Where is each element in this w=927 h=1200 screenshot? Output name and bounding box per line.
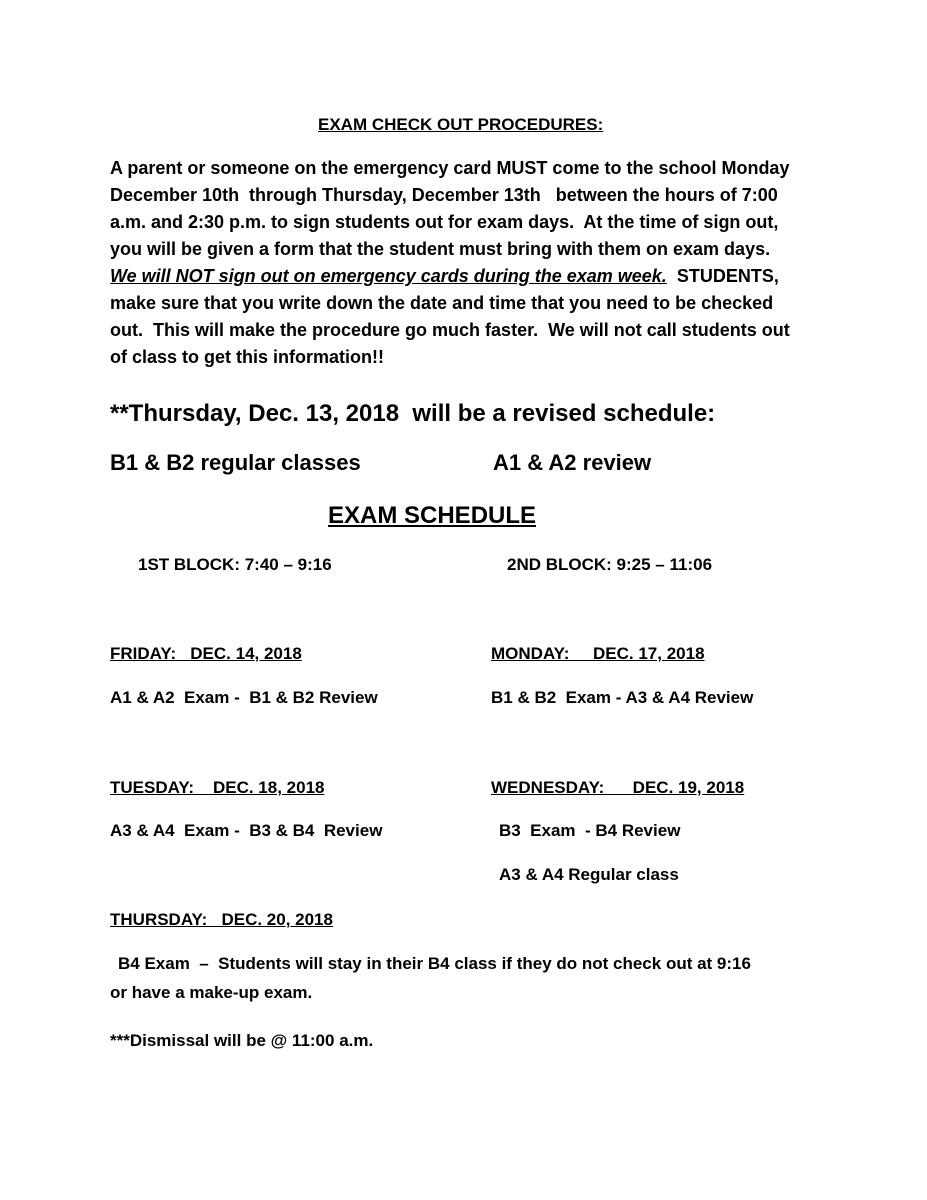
procedures-line-notice (110, 267, 779, 285)
tuesday-date: TUESDAY: DEC. 18, 2018 (110, 778, 325, 797)
procedures-line: a.m. and 2:30 p.m. to sign students out for exam days. At the time of sign out, (110, 212, 779, 232)
wednesday-detail: B3 Exam - B4 Review (499, 821, 681, 840)
wednesday-date: WEDNESDAY: DEC. 19, 2018 (491, 778, 745, 797)
block-2-time: 2ND BLOCK: 9:25 – 11:06 (507, 555, 713, 574)
revised-right: A1 & A2 review (493, 450, 652, 475)
tuesday-detail: A3 & A4 Exam - B3 & B4 Review (110, 821, 383, 840)
dismissal-note: ***Dismissal will be @ 11:00 a.m. (110, 1031, 374, 1050)
thursday-detail: or have a make-up exam. (110, 983, 313, 1002)
friday-date: FRIDAY: DEC. 14, 2018 (110, 644, 302, 663)
friday-detail: A1 & A2 Exam - B1 & B2 Review (110, 688, 378, 707)
monday-date: MONDAY: DEC. 17, 2018 (491, 644, 705, 663)
procedures-line: December 10th through Thursday, December 13th between the hours of 7:00 (110, 185, 778, 205)
block-1-time: 1ST BLOCK: 7:40 – 9:16 (138, 555, 332, 574)
wednesday-detail: A3 & A4 Regular class (499, 865, 679, 884)
exam-schedule-title: EXAM SCHEDULE (328, 502, 537, 529)
emergency-card-notice: We will NOT sign out on emergency cards during the exam week. (110, 266, 667, 286)
thursday-date: THURSDAY: DEC. 20, 2018 (110, 910, 333, 929)
procedures-line: you will be given a form that the student must bring with them on exam days. (110, 239, 771, 259)
procedures-line: out. This will make the procedure go much faster. We will not call students out (110, 320, 790, 340)
procedures-line: make sure that you write down the date and time that you need to be checked (110, 293, 774, 313)
thursday-detail: B4 Exam – Students will stay in their B4 class if they do not check out at 9:16 (118, 954, 751, 973)
students-label: STUDENTS, (666, 266, 779, 286)
monday-detail: B1 & B2 Exam - A3 & A4 Review (491, 688, 754, 707)
revised-schedule-heading: **Thursday, Dec. 13, 2018 will be a revised schedule: (110, 400, 716, 427)
procedures-line: of class to get this information!! (110, 347, 385, 367)
revised-left: B1 & B2 regular classes (110, 450, 361, 475)
procedures-title: EXAM CHECK OUT PROCEDURES: (318, 115, 604, 134)
procedures-line: A parent or someone on the emergency card MUST come to the school Monday (110, 158, 790, 178)
